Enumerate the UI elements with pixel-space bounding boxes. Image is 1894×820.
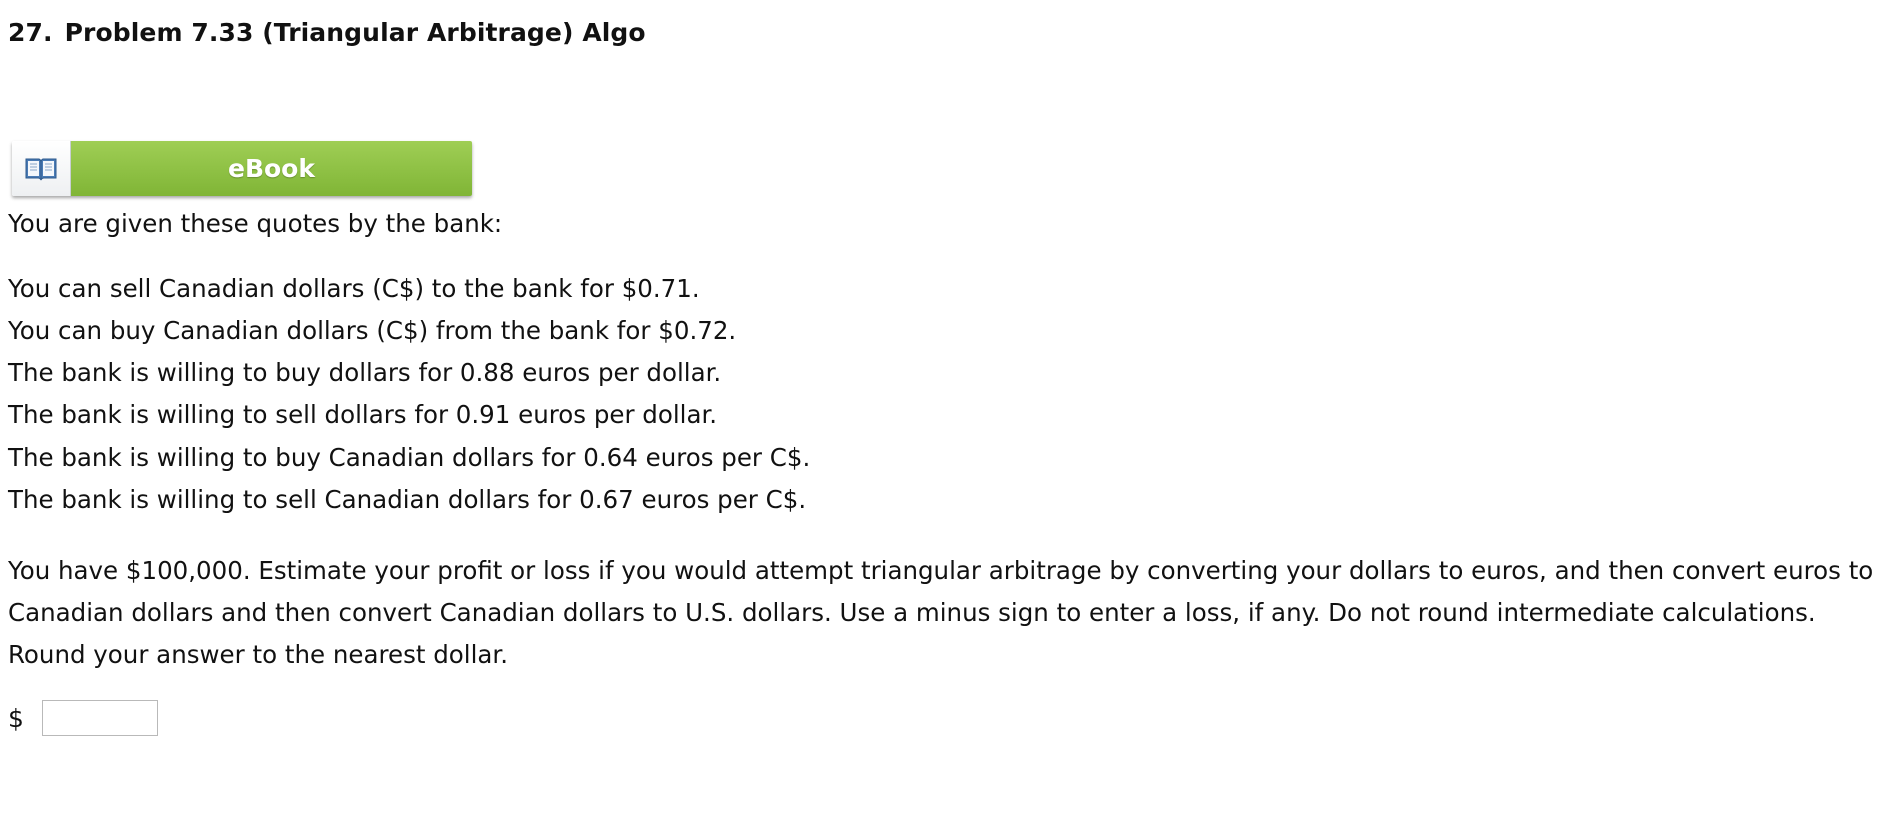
ebook-icon-container[interactable] (12, 141, 71, 196)
question-text: You have $100,000. Estimate your profit or loss if you would attempt triangular arbitrage by converting your dollars to euros, and then convert euros to Canadian dollars and then convert Canadian dollars to U.S. dollars. Use a minus sign to enter a loss, if any. Do not round intermediate calculations. Round your answer to the nearest dollar. (8, 556, 1874, 669)
open-book-icon (24, 156, 58, 182)
quote-line: The bank is willing to sell dollars for 0.91 euros per dollar. (8, 400, 718, 429)
quote-line: You can sell Canadian dollars (C$) to the bank for $0.71. (8, 274, 700, 303)
ebook-button[interactable] (12, 141, 472, 196)
problem-title (8, 18, 646, 47)
quote-line: The bank is willing to sell Canadian dollars for 0.67 euros per C$. (8, 485, 807, 514)
quote-line: The bank is willing to buy dollars for 0.88 euros per dollar. (8, 358, 722, 387)
intro-text: You are given these quotes by the bank: (8, 209, 503, 238)
answer-input[interactable] (42, 700, 158, 736)
currency-prefix: $ (8, 703, 24, 733)
quote-line: You can buy Canadian dollars (C$) from the bank for $0.72. (8, 316, 737, 345)
problem-title-text: Problem 7.33 (Triangular Arbitrage) Algo (64, 18, 646, 47)
problem-number: 27. (8, 18, 53, 47)
answer-row (8, 697, 158, 739)
quote-line: The bank is willing to buy Canadian dollars for 0.64 euros per C$. (8, 443, 811, 472)
ebook-label[interactable]: eBook (71, 141, 472, 196)
